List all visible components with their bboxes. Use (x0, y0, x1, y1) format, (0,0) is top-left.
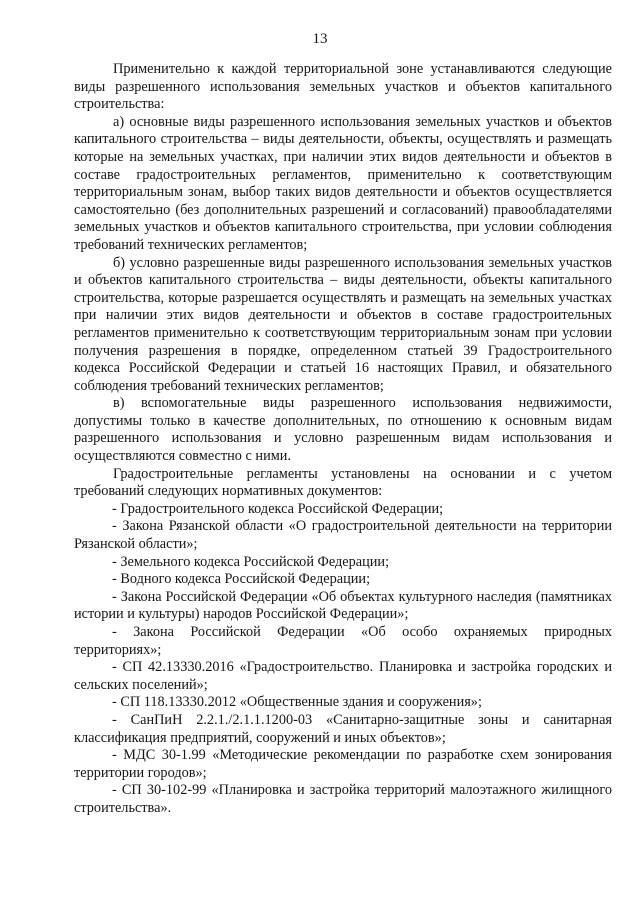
document-list-item: - Закона Российской Федерации «Об объектах культурного наследия (памятниках истории и культуры) народов Российской Федерации»; (74, 588, 612, 623)
document-list-item: - Закона Российской Федерации «Об особо охраняемых природных территориях»; (74, 624, 612, 658)
document-list-item: - СП 42.13330.2016 «Градостроительство. Планировка и застройка городских и сельских поселений»; (74, 659, 612, 693)
intro-paragraph: Применительно к каждой территориальной зоне устанавливаются следующие виды разрешенного использования земельных участков и объектов капитального строительства: (74, 61, 612, 113)
document-list-item: - Закона Рязанской области «О градостроительной деятельности на территории Рязанской области»; (74, 518, 612, 553)
document-list-item: - СП 118.13330.2012 «Общественные здания и сооружения»; (112, 694, 482, 711)
document-body (74, 61, 612, 818)
document-list-item: - Водного кодекса Российской Федерации; (112, 571, 371, 588)
document-list-item: - МДС 30-1.99 «Методические рекомендации по разработке схем зонирования территории городов»; (74, 747, 612, 781)
document-list-item: - Земельного кодекса Российской Федерации; (112, 553, 390, 570)
regulations-basis-paragraph: Градостроительные регламенты установлены на основании и с учетом требований следующих нормативных документов: (74, 465, 612, 500)
main-uses-paragraph: а) основные виды разрешенного использования земельных участков и объектов капитального строительства – виды деятельности, объекты, осуществлять и размещать которые на земельных участках, при наличии этих видов деятельности и объектов в составе градостроительных регламентов, применительно к соответствующим территориальным зонам, выбор таких видов деятельности и объектов осуществляется самостоятельно (без дополнительных разрешений и согласований) правообладателями земельных участков и объектов капитального строительства, при условии соблюдения требований технических регламентов; (74, 113, 612, 253)
page-number: 13 (312, 31, 328, 47)
auxiliary-uses-paragraph: в) вспомогательные виды разрешенного использования недвижимости, допустимы только в качестве дополнительных, по отношению к основным видам разрешенного использования и условно разрешенным видам использования и осуществляются совместно с ними. (74, 395, 612, 465)
document-list-item: - СанПиН 2.2.1./2.1.1.1200-03 «Санитарно-защитные зоны и санитарная классификация предприятий, сооружений и иных объектов»; (74, 711, 612, 746)
document-list-item: - Градостроительного кодекса Российской Федерации; (112, 500, 444, 517)
conditional-uses-paragraph: б) условно разрешенные виды разрешенного использования земельных участков и объектов капитального строительства – виды деятельности, объекты капитального строительства, которые разрешается осуществлять и размещать на земельных участках при наличии этих видов деятельности и объектов в составе градостроительных регламентов применительно к соответствующим территориальным зонам при условии получения разрешения в порядке, определенном статьей 39 Градостроительного кодекса Российской Федерации и статьей 16 настоящих Правил, и обязательного соблюдения требований технических регламентов; (74, 254, 612, 394)
document-list-item: - СП 30-102-99 «Планировка и застройка территорий малоэтажного жилищного строительства». (74, 782, 612, 816)
